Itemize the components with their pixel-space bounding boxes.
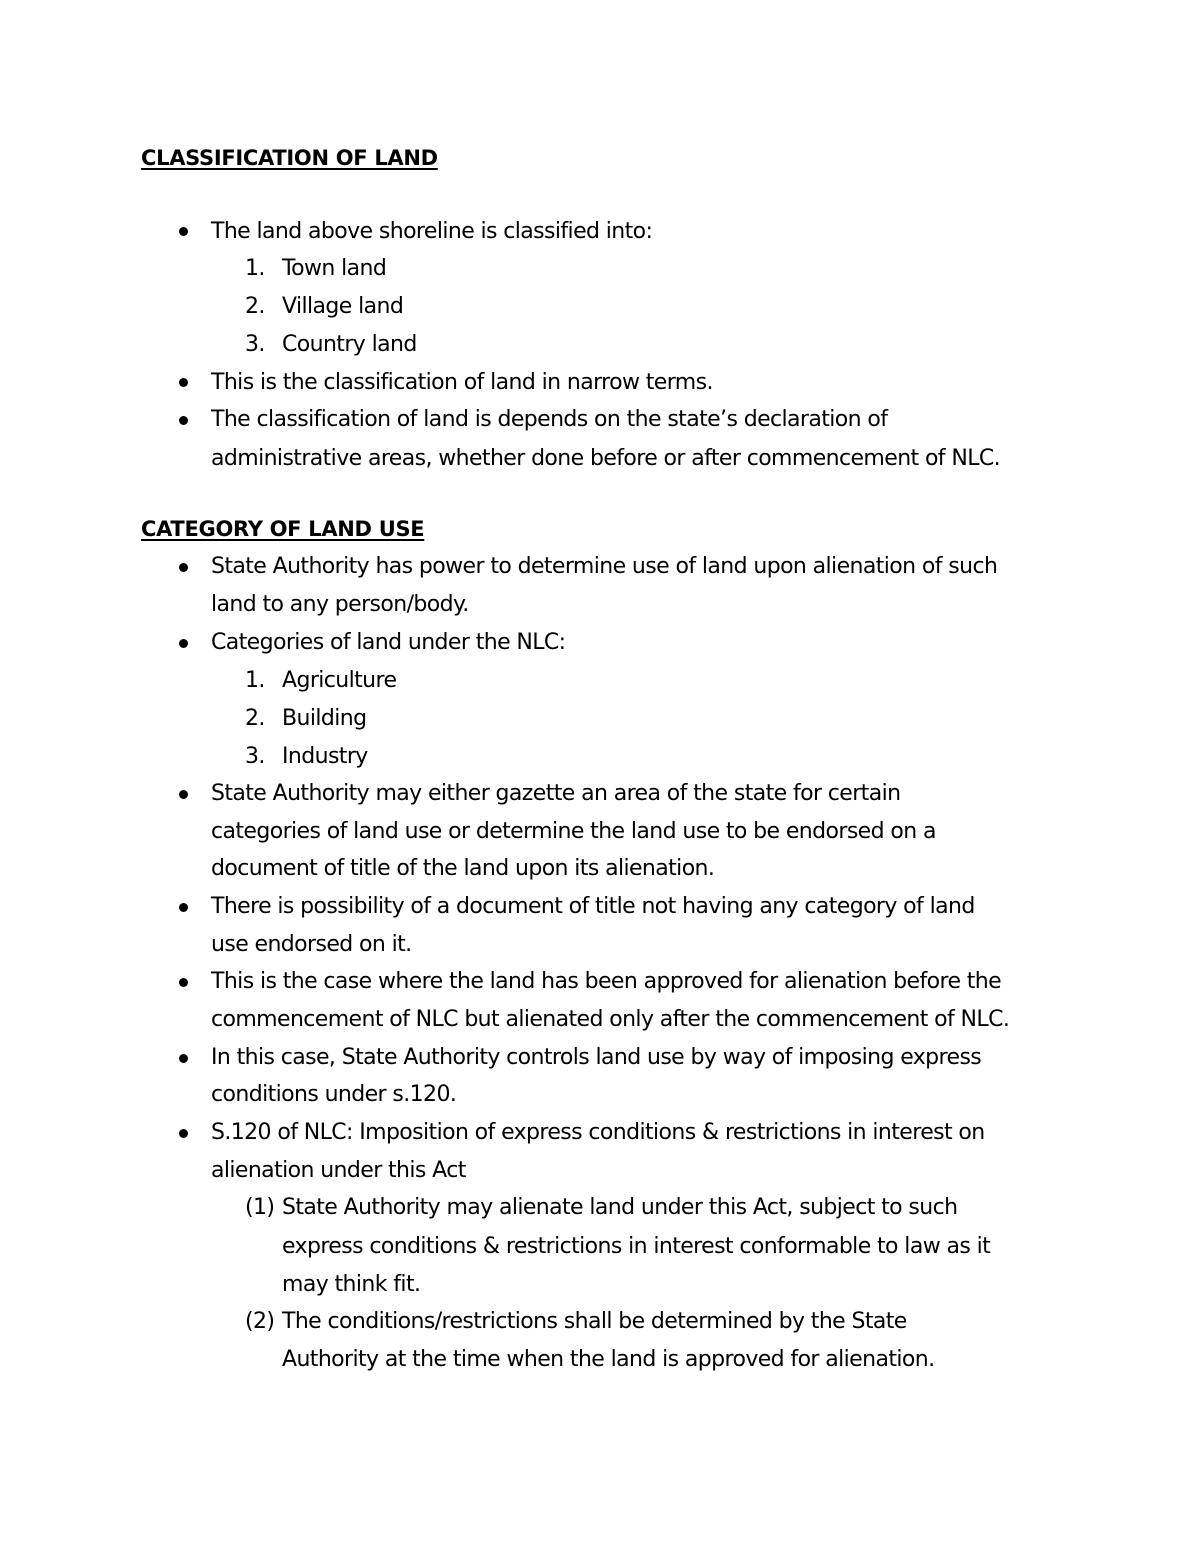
- bullet-text-continued: alienation under this Act: [211, 1158, 466, 1183]
- bullet-text: This is the classification of land in narrow terms.: [211, 370, 713, 395]
- subsection-text: The conditions/restrictions shall be determined by the State: [282, 1309, 907, 1334]
- bullet-icon: [179, 639, 188, 648]
- bullet-text-continued: conditions under s.120.: [211, 1082, 457, 1107]
- list-number: 3.: [245, 332, 265, 357]
- section-heading-category: CATEGORY OF LAND USE: [141, 517, 425, 541]
- list-item: Industry: [282, 744, 368, 769]
- list-number: 1.: [245, 668, 265, 693]
- list-item: Town land: [282, 256, 387, 281]
- bullet-text: This is the case where the land has been approved for alienation before the: [211, 969, 1002, 994]
- subsection-text: express conditions & restrictions in interest conformable to law as it: [282, 1234, 991, 1259]
- bullet-text: Categories of land under the NLC:: [211, 630, 566, 655]
- bullet-icon: [179, 416, 188, 425]
- list-number: 2.: [245, 706, 265, 731]
- bullet-icon: [179, 563, 188, 572]
- bullet-text: In this case, State Authority controls land use by way of imposing express: [211, 1045, 982, 1070]
- list-item: Building: [282, 706, 367, 731]
- list-item: Country land: [282, 332, 417, 357]
- list-item: Village land: [282, 294, 404, 319]
- bullet-icon: [179, 978, 188, 987]
- list-number: 1.: [245, 256, 265, 281]
- subsection-number: (2): [245, 1309, 275, 1334]
- bullet-text-continued: land to any person/body.: [211, 592, 469, 617]
- bullet-icon: [179, 1054, 188, 1063]
- bullet-text-continued: use endorsed on it.: [211, 932, 412, 957]
- list-number: 3.: [245, 744, 265, 769]
- bullet-text: State Authority has power to determine use of land upon alienation of such: [211, 554, 998, 579]
- bullet-icon: [179, 790, 188, 799]
- bullet-text: State Authority may either gazette an area of the state for certain: [211, 781, 901, 806]
- bullet-icon: [179, 903, 188, 912]
- bullet-icon: [179, 378, 188, 387]
- bullet-text-continued: commencement of NLC but alienated only after the commencement of NLC.: [211, 1007, 1010, 1032]
- subsection-number: (1): [245, 1195, 275, 1220]
- list-number: 2.: [245, 294, 265, 319]
- bullet-text-continued: document of title of the land upon its alienation.: [211, 856, 715, 881]
- bullet-icon: [179, 227, 188, 236]
- subsection-text: Authority at the time when the land is approved for alienation.: [282, 1347, 935, 1372]
- bullet-text-continued: categories of land use or determine the land use to be endorsed on a: [211, 819, 936, 844]
- bullet-icon: [179, 1129, 188, 1138]
- list-item: Agriculture: [282, 668, 397, 693]
- bullet-text-continued: administrative areas, whether done before or after commencement of NLC.: [211, 446, 1001, 471]
- bullet-text: The classification of land is depends on the state’s declaration of: [211, 407, 888, 432]
- subsection-text: State Authority may alienate land under this Act, subject to such: [282, 1195, 958, 1220]
- bullet-text: The land above shoreline is classified into:: [211, 219, 653, 244]
- section-heading-classification: CLASSIFICATION OF LAND: [141, 146, 438, 170]
- subsection-text: may think fit.: [282, 1272, 421, 1297]
- bullet-text: There is possibility of a document of title not having any category of land: [211, 894, 975, 919]
- bullet-text: S.120 of NLC: Imposition of express conditions & restrictions in interest on: [211, 1120, 985, 1145]
